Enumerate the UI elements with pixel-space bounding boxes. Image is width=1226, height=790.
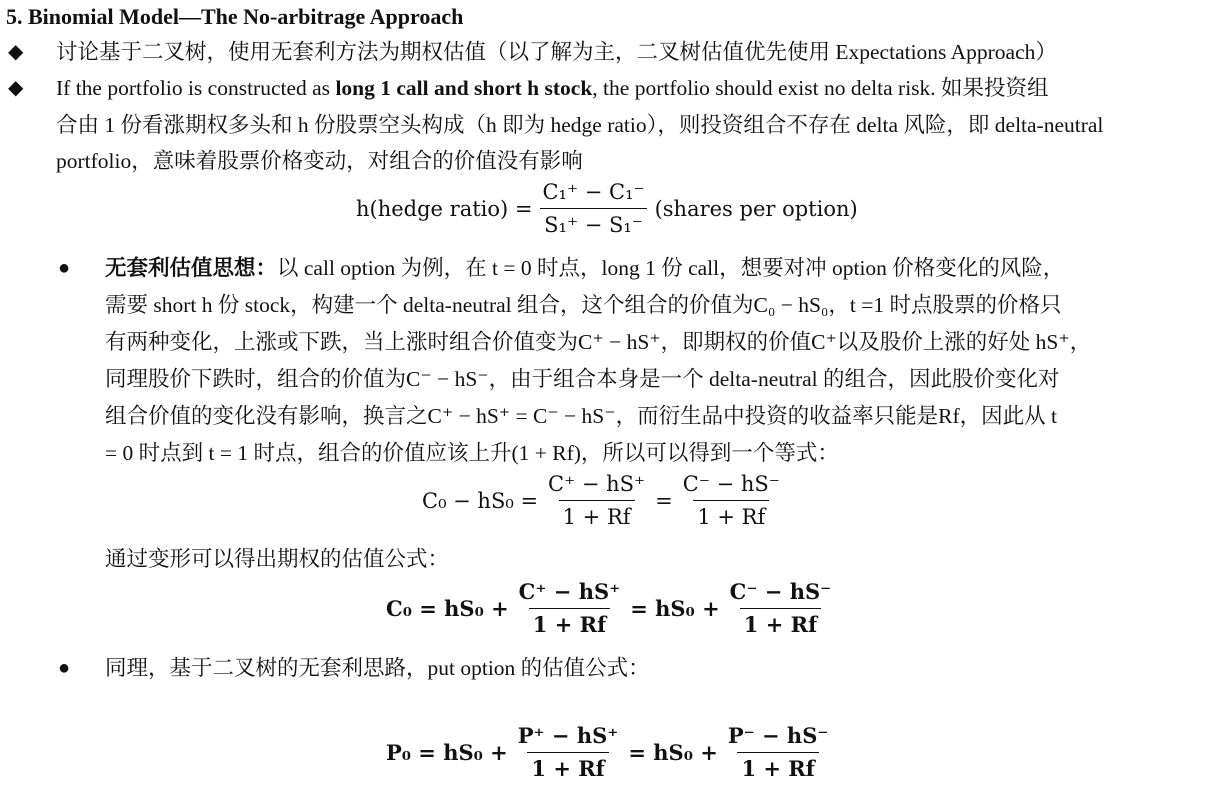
bullet-2-post: , the portfolio should exist no delta risk. 如果投资组	[592, 76, 1049, 100]
sub-bullet-2-text: 同理，基于二叉树的无套利思路，put option 的估值公式：	[105, 656, 650, 680]
eq3-fraction-2	[726, 578, 836, 639]
eq3-denominator-1: 1 + Rf	[529, 608, 610, 639]
bullet-1-text: 讨论基于二叉树，使用无套利方法为期权估值（以了解为主，二叉树估值优先使用 Expectations Approach）	[56, 40, 1057, 64]
sub-bullet-1-line-4: 同理股价下跌时，组合的价值为C⁻ − hS⁻，由于组合本身是一个 delta-neutral 的组合，因此股价变化对	[105, 367, 1060, 391]
section-heading: 5. Binomial Model—The No-arbitrage Approach	[6, 4, 464, 29]
eq3-lhs: C₀ = hS₀ +	[386, 595, 509, 621]
eq4-fraction-1	[514, 722, 623, 783]
bullet-2-bold: long 1 call and short h stock	[335, 76, 593, 100]
sub-bullet-1-line-2: 需要 short h 份 stock，构建一个 delta-neutral 组合，这个组合的价值为C₀ − hS₀，t =1 时点股票的价格只	[105, 293, 1062, 317]
eq4-fraction-2	[724, 722, 833, 783]
sub-bullet-1-line-5: 组合价值的变化没有影响，换言之C⁺ − hS⁺ = C⁻ − hS⁻，而衍生品中投资的收益率只能是Rf，因此从 t	[105, 404, 1057, 428]
circle-bullet-icon: ●	[58, 657, 71, 679]
eq2-equals: =	[655, 488, 673, 513]
call-valuation-equation	[386, 578, 841, 639]
eq3-mid: = hS₀ +	[630, 595, 720, 621]
diamond-bullet-icon: ◆	[8, 77, 24, 99]
sub-bullet-1-bold: 无套利估值思想：	[105, 256, 278, 280]
sub-bullet-1-line-3: 有两种变化，上涨或下跌，当上涨时组合价值变为C⁺ − hS⁺，即期权的价值C⁺以及股价上涨的好处 hS⁺，	[105, 330, 1092, 354]
sub-bullet-1-line-1	[105, 250, 1064, 286]
eq2-fraction-1	[544, 470, 649, 531]
eq3-numerator-2: C⁻ − hS⁻	[729, 579, 832, 604]
eq4-denominator-2: 1 + Rf	[737, 752, 818, 783]
hedge-denominator: S₁⁺ − S₁⁻	[540, 208, 647, 239]
sub-bullet-1-line-6: = 0 时点到 t = 1 时点，组合的价值应该上升(1 + Rf)，所以可以得到一个等式：	[105, 441, 839, 465]
sub-bullet-1-text: 以 call option 为例，在 t = 0 时点，long 1 份 call，想要对冲 option 价格变化的风险，	[277, 256, 1065, 280]
eq4-numerator-1: P⁺ − hS⁺	[517, 723, 619, 748]
eq2-denominator-2: 1 + Rf	[693, 500, 769, 531]
bullet-2-line-1	[56, 70, 1049, 106]
put-valuation-equation	[386, 722, 838, 783]
eq2-numerator-2: C⁻ − hS⁻	[682, 472, 780, 496]
hedge-fraction	[538, 178, 648, 239]
bullet-2-line-2: 合由 1 份看涨期权多头和 h 份股票空头构成（h 即为 hedge ratio），则投资组合不存在 delta 风险，即 delta-neutral	[56, 113, 1104, 137]
derive-text: 通过变形可以得出期权的估值公式：	[105, 547, 450, 571]
bullet-2-line-3: portfolio，意味着股票价格变动，对组合的价值没有影响	[56, 149, 583, 173]
circle-bullet-icon: ●	[58, 257, 71, 279]
eq3-numerator-1: C⁺ − hS⁺	[518, 579, 621, 604]
hedge-rhs: (shares per option)	[654, 196, 858, 221]
hedge-ratio-equation	[356, 178, 858, 239]
eq2-fraction-2	[679, 470, 784, 531]
eq4-denominator-1: 1 + Rf	[527, 752, 608, 783]
eq4-numerator-2: P⁻ − hS⁻	[727, 723, 829, 748]
portfolio-value-equation	[422, 470, 790, 531]
diamond-bullet-icon: ◆	[8, 41, 24, 63]
eq3-denominator-2: 1 + Rf	[740, 608, 821, 639]
eq3-fraction-1	[515, 578, 625, 639]
eq2-numerator-1: C⁺ − hS⁺	[548, 472, 646, 496]
eq4-mid: = hS₀ +	[628, 739, 718, 765]
bullet-2-pre: If the portfolio is constructed as	[56, 76, 336, 100]
eq2-lhs: C₀ − hS₀ =	[422, 488, 539, 513]
hedge-lhs: h(hedge ratio) =	[356, 196, 533, 221]
hedge-numerator: C₁⁺ − C₁⁻	[542, 180, 645, 204]
eq2-denominator-1: 1 + Rf	[559, 500, 635, 531]
eq4-lhs: P₀ = hS₀ +	[386, 739, 508, 765]
